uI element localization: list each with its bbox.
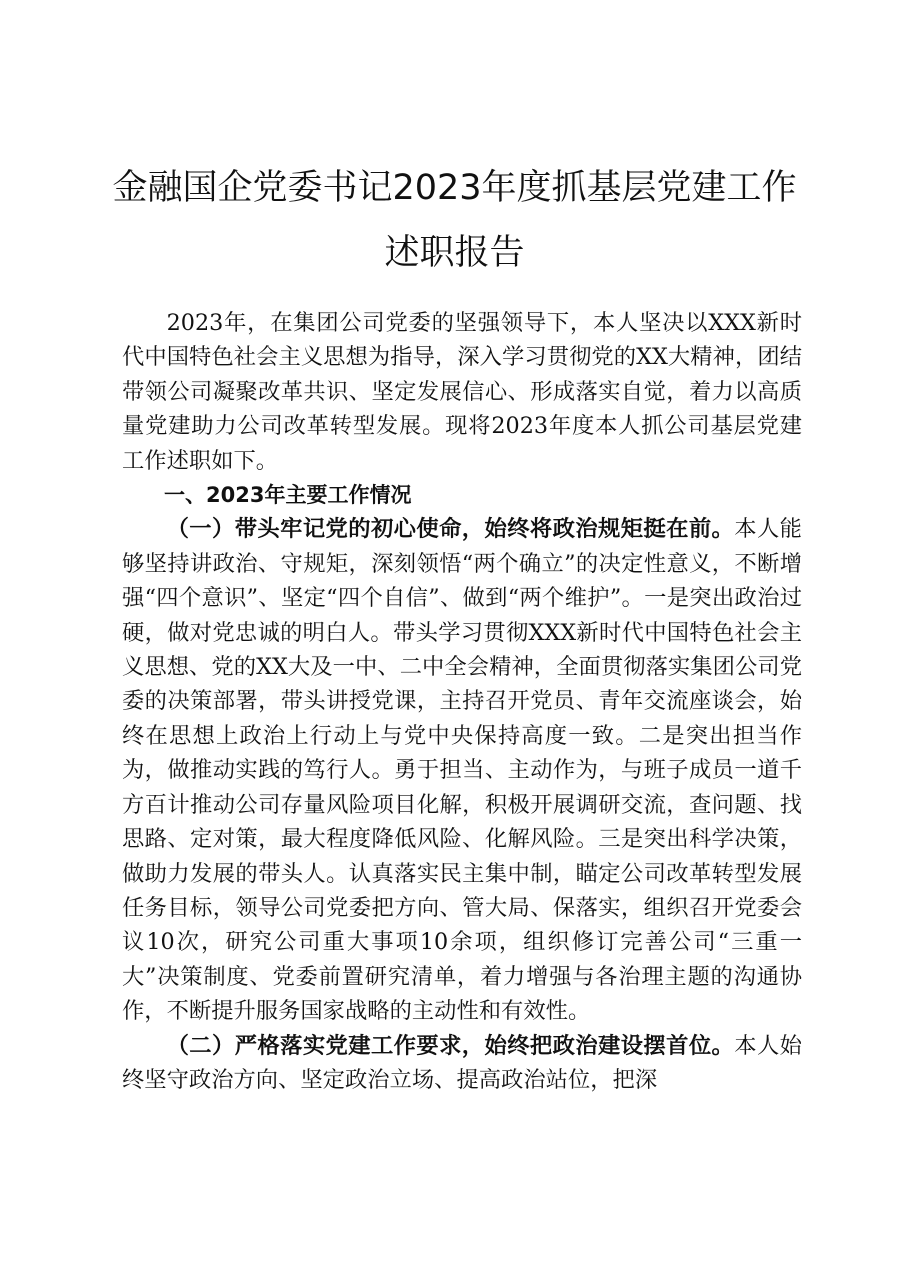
document-title-line2: 述职报告 — [384, 233, 525, 273]
subsection-text-2: 本人始终坚守政治方向、坚定政治立场、提高政治站位，把深 — [122, 1032, 802, 1093]
subsection-paragraph-1 — [122, 512, 802, 1028]
subsection-heading-2: （二）严格落实党建工作要求，始终把政治建设摆首位。 — [166, 1032, 735, 1059]
section-heading: 一、2023年主要工作情况 — [164, 483, 412, 508]
subsection-heading-1: （一）带头牢记党的初心使命，始终将政治规矩挺在前。 — [166, 516, 735, 543]
document-body — [122, 306, 802, 1097]
subsection-text-1: 本人能够坚持讲政治、守规矩，深刻领悟“两个确立”的决定性意义，不断增强“四个意识”、坚定“四个自信”、做到“两个维护”。一是突出政治过硬，做对党忠诚的明白人。带头学习贯彻XXX新时代中国特色社会主义思想、党的XX大及一中、二中全会精神，全面贯彻落实集团公司党委的决策部署，带头讲授党课，主持召开党员、青年交流座谈会，始终在思想上政治上行动上与党中央保持高度一致。二是突出担当作为，做推动实践的笃行人。勇于担当、主动作为，与班子成员一道千方百计推动公司存量风险项目化解，积极开展调研交流，查问题、找思路、定对策，最大程度降低风险、化解风险。三是突出科学决策，做助力发展的带头人。认真落实民主集中制，瞄定公司改革转型发展任务目标，领导公司党委把方向、管大局、保落实，组织召开党委会议10次，研究公司重大事项10余项，组织修订完善公司“三重一大”决策制度、党委前置研究清单，着力增强与各治理主题的沟通协作，不断提升服务国家战略的主动性和有效性。 — [122, 516, 802, 1025]
document-title-line1: 金融国企党委书记2023年度抓基层党建工作 — [112, 168, 797, 208]
subsection-paragraph-2 — [122, 1029, 802, 1098]
intro-paragraph: 2023年，在集团公司党委的坚强领导下，本人坚决以XXX新时代中国特色社会主义思想为指导，深入学习贯彻党的XX大精神，团结带领公司凝聚改革共识、坚定发展信心、形成落实自觉，着力以高质量党建助力公司改革转型发展。现将2023年度本人抓公司基层党建工作述职如下。 — [122, 310, 802, 474]
